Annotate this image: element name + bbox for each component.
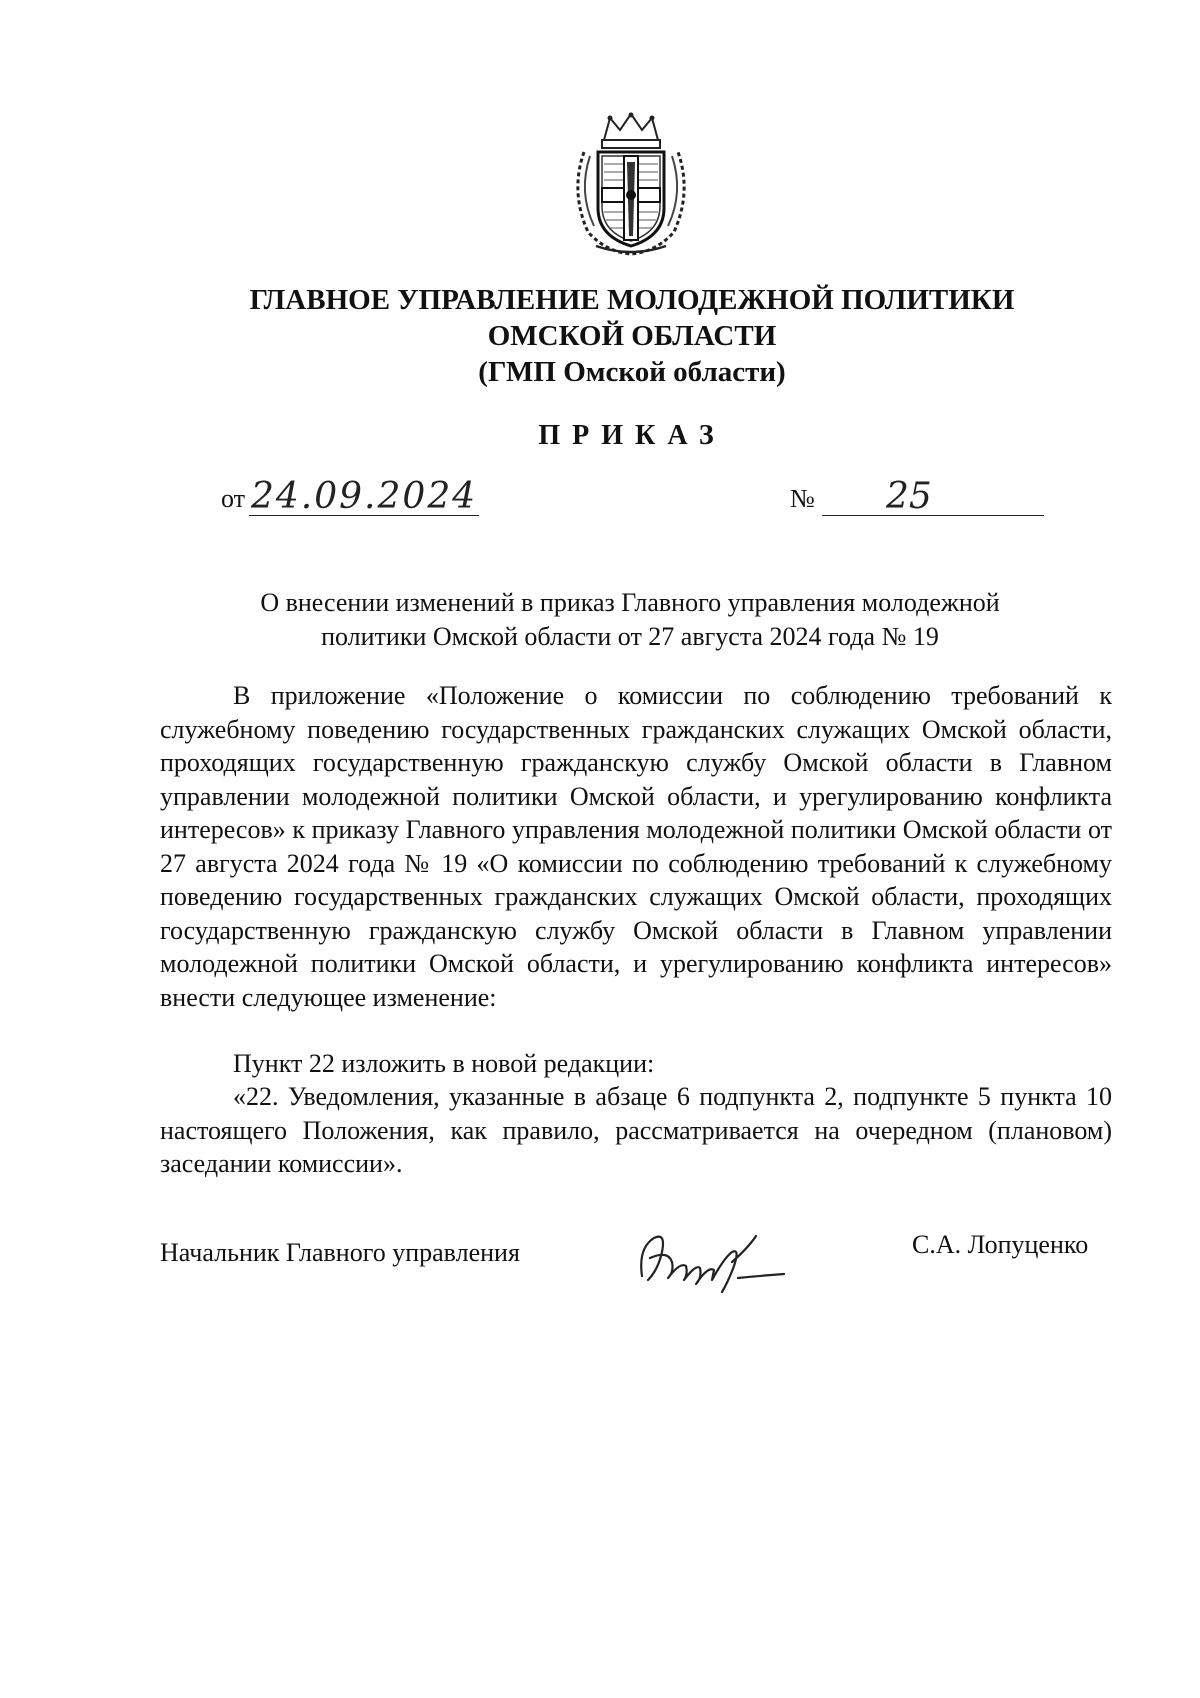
body-paragraph: Пункт 22 изложить в новой редакции: xyxy=(233,1049,655,1078)
number-label: № xyxy=(790,484,815,513)
date-value: 24.09.2024 xyxy=(251,476,478,517)
signatory-position: Начальник Главного управления xyxy=(160,1238,520,1267)
document-date xyxy=(221,476,478,517)
organization-short-name: (ГМП Омской области) xyxy=(478,356,786,388)
handwritten-signature xyxy=(628,1218,798,1298)
body-paragraph: «22. Уведомления, указанные в абзаце 6 подпункта 2, подпункте 5 пункта 10 настоящего Положения, как правило, рассматривается на очередном (плановом) заседании комиссии». xyxy=(160,1082,1112,1178)
organization-region: ОМСКОЙ ОБЛАСТИ xyxy=(487,320,777,352)
document-number xyxy=(790,476,932,517)
document-type: ПРИКАЗ xyxy=(538,420,726,451)
signatory-name: С.А. Лопуценко xyxy=(912,1230,1089,1259)
date-underline xyxy=(249,515,479,516)
subject-line-2: политики Омской области от 27 августа 2024 года № 19 xyxy=(321,622,939,651)
number-underline xyxy=(822,515,1044,516)
organization-name: ГЛАВНОЕ УПРАВЛЕНИЕ МОЛОДЕЖНОЙ ПОЛИТИКИ xyxy=(249,284,1015,316)
date-label: от xyxy=(221,484,246,513)
omsk-oblast-coat-of-arms-icon xyxy=(566,112,696,258)
subject-line-1: О внесении изменений в приказ Главного управления молодежной xyxy=(260,588,1000,617)
body-paragraph: В приложение «Положение о комиссии по соблюдению требований к служебному поведению государственных гражданских служащих Омской области, проходящих государственную гражданскую службу Омской области в Главном управлении молодежной политики Омской области, и урегулированию конфликта интересов» к приказу Главного управления молодежной политики Омской области от 27 августа 2024 года № 19 «О комиссии по соблюдению требований к служебному поведению государственных гражданских служащих Омской области, проходящих государственную гражданскую службу Омской области в Главном управлении молодежной политики Омской области, и урегулированию конфликта интересов» внести следующее изменение: xyxy=(160,681,1112,1012)
number-value: 25 xyxy=(886,476,932,517)
